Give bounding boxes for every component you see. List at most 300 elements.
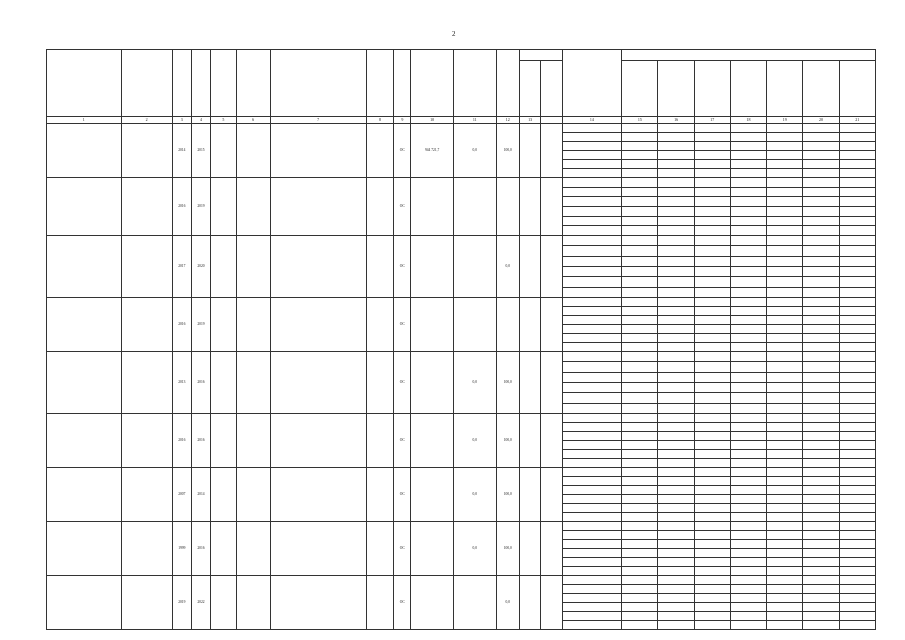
funding-amount-cell — [694, 566, 730, 575]
funding-amount-cell — [839, 557, 875, 566]
project-ownership-form: ОС — [394, 297, 411, 351]
funding-amount-cell — [839, 403, 875, 413]
funding-amount-cell — [839, 187, 875, 197]
funding-amount-cell — [622, 530, 658, 539]
funding-amount-cell — [694, 512, 730, 521]
funding-source-label — [562, 133, 622, 142]
column-number: 8 — [366, 117, 394, 124]
funding-amount-cell — [658, 539, 694, 548]
funding-amount-cell — [622, 324, 658, 333]
funding-amount-cell — [803, 494, 839, 503]
funding-amount-cell — [694, 216, 730, 226]
funding-source-label — [562, 169, 622, 178]
project-basis — [270, 467, 366, 521]
funding-amount-cell — [839, 539, 875, 548]
funding-amount-cell — [622, 197, 658, 207]
funding-source-label — [562, 382, 622, 392]
project-ownership-form: ОС — [394, 467, 411, 521]
project-basis — [270, 297, 366, 351]
funding-amount-cell — [694, 476, 730, 485]
funding-amount-cell — [803, 287, 839, 297]
funding-source-label — [562, 494, 622, 503]
funding-amount-cell — [767, 315, 803, 324]
funding-amount-cell — [622, 566, 658, 575]
funding-amount-cell — [622, 256, 658, 266]
funding-amount-cell — [839, 160, 875, 169]
funding-source-label — [562, 342, 622, 351]
funding-amount-cell — [767, 449, 803, 458]
funding-source-label — [562, 333, 622, 342]
funding-amount-cell — [658, 306, 694, 315]
funding-amount-cell — [730, 611, 766, 620]
funding-amount-cell — [767, 476, 803, 485]
funding-amount-cell — [767, 521, 803, 530]
funding-amount-cell — [658, 467, 694, 476]
funding-amount-cell — [767, 413, 803, 422]
funding-amount-cell — [730, 602, 766, 611]
funding-amount-cell — [694, 393, 730, 403]
funding-amount-cell — [803, 422, 839, 431]
project-remaining-cost: 0,0 — [453, 351, 496, 413]
funding-amount-cell — [730, 566, 766, 575]
funding-amount-cell — [622, 593, 658, 602]
funding-source-label — [562, 485, 622, 494]
funding-amount-cell — [658, 575, 694, 584]
funding-amount-cell — [730, 151, 766, 160]
funding-amount-cell — [622, 333, 658, 342]
funding-amount-cell — [767, 324, 803, 333]
funding-amount-cell — [622, 382, 658, 392]
funding-amount-cell — [767, 557, 803, 566]
funding-source-label — [562, 372, 622, 382]
funding-amount-cell — [803, 187, 839, 197]
funding-amount-cell — [803, 372, 839, 382]
funding-amount-cell — [694, 440, 730, 449]
funding-amount-cell — [767, 246, 803, 256]
funding-amount-cell — [767, 160, 803, 169]
project-basis — [270, 351, 366, 413]
project-start-year: 2016 — [172, 297, 191, 351]
funding-amount-cell — [839, 362, 875, 372]
header-name — [47, 50, 122, 117]
project-name — [47, 467, 122, 521]
project-ps — [211, 178, 237, 236]
funding-source-label — [562, 611, 622, 620]
funding-amount-cell — [839, 169, 875, 178]
project-capacity-km — [520, 467, 541, 521]
funding-amount-cell — [839, 440, 875, 449]
funding-amount-cell — [803, 333, 839, 342]
funding-amount-cell — [767, 440, 803, 449]
project-end-year: 2019 — [191, 297, 210, 351]
funding-amount-cell — [730, 503, 766, 512]
project-work-type — [366, 235, 394, 297]
funding-amount-cell — [730, 521, 766, 530]
funding-amount-cell — [803, 440, 839, 449]
funding-amount-cell — [803, 297, 839, 306]
project-readiness: 100,0 — [496, 413, 519, 467]
funding-amount-cell — [803, 382, 839, 392]
funding-amount-cell — [658, 178, 694, 188]
funding-amount-cell — [622, 372, 658, 382]
column-number: 10 — [411, 117, 454, 124]
funding-amount-cell — [767, 382, 803, 392]
project-ownership-form: ОС — [394, 575, 411, 629]
funding-amount-cell — [694, 297, 730, 306]
funding-amount-cell — [767, 467, 803, 476]
funding-amount-cell — [803, 246, 839, 256]
funding-amount-cell — [803, 620, 839, 629]
project-psd — [236, 124, 270, 178]
funding-amount-cell — [694, 277, 730, 287]
funding-amount-cell — [694, 548, 730, 557]
funding-amount-cell — [622, 393, 658, 403]
funding-amount-cell — [730, 449, 766, 458]
column-number: 12 — [496, 117, 519, 124]
project-readiness: 100,0 — [496, 467, 519, 521]
funding-amount-cell — [694, 226, 730, 236]
funding-amount-cell — [694, 256, 730, 266]
project-capacity-pm — [541, 178, 562, 236]
funding-amount-cell — [658, 160, 694, 169]
header-end-year — [191, 50, 210, 117]
funding-amount-cell — [803, 512, 839, 521]
header-readiness — [496, 50, 519, 117]
funding-source-label — [562, 575, 622, 584]
funding-amount-cell — [803, 277, 839, 287]
funding-source-label — [562, 548, 622, 557]
project-ps — [211, 467, 237, 521]
funding-source-label — [562, 235, 622, 245]
funding-amount-cell — [658, 440, 694, 449]
funding-amount-cell — [803, 256, 839, 266]
funding-amount-cell — [803, 575, 839, 584]
funding-amount-cell — [730, 382, 766, 392]
header-year-2014 — [622, 61, 658, 117]
funding-amount-cell — [694, 575, 730, 584]
project-ps — [211, 521, 237, 575]
project-psd — [236, 351, 270, 413]
funding-amount-cell — [694, 246, 730, 256]
funding-amount-cell — [658, 431, 694, 440]
funding-amount-cell — [658, 124, 694, 133]
funding-amount-cell — [803, 403, 839, 413]
project-name — [47, 235, 122, 297]
funding-amount-cell — [767, 333, 803, 342]
funding-amount-cell — [658, 485, 694, 494]
funding-amount-cell — [694, 485, 730, 494]
funding-amount-cell — [730, 393, 766, 403]
funding-amount-cell — [730, 333, 766, 342]
funding-amount-cell — [730, 494, 766, 503]
funding-amount-cell — [622, 216, 658, 226]
funding-amount-cell — [730, 197, 766, 207]
project-readiness: 100,0 — [496, 124, 519, 178]
project-customer — [121, 235, 172, 297]
funding-amount-cell — [803, 160, 839, 169]
project-start-year: 2013 — [172, 351, 191, 413]
funding-amount-cell — [658, 287, 694, 297]
project-capacity-km — [520, 297, 541, 351]
funding-source-label — [562, 287, 622, 297]
funding-amount-cell — [694, 351, 730, 361]
header-psd — [236, 50, 270, 117]
funding-amount-cell — [839, 246, 875, 256]
column-number: 5 — [211, 117, 237, 124]
funding-amount-cell — [839, 413, 875, 422]
funding-amount-cell — [730, 440, 766, 449]
funding-amount-cell — [839, 584, 875, 593]
table-row — [47, 467, 876, 476]
project-basis — [270, 413, 366, 467]
project-customer — [121, 124, 172, 178]
funding-amount-cell — [839, 548, 875, 557]
funding-amount-cell — [767, 372, 803, 382]
funding-amount-cell — [658, 372, 694, 382]
funding-amount-cell — [658, 277, 694, 287]
header-km — [520, 61, 541, 117]
funding-amount-cell — [730, 403, 766, 413]
project-name — [47, 521, 122, 575]
project-basis — [270, 178, 366, 236]
funding-amount-cell — [694, 494, 730, 503]
funding-source-label — [562, 178, 622, 188]
funding-amount-cell — [622, 246, 658, 256]
funding-source-label — [562, 512, 622, 521]
funding-amount-cell — [767, 206, 803, 216]
funding-source-label — [562, 197, 622, 207]
funding-amount-cell — [730, 372, 766, 382]
funding-amount-cell — [622, 206, 658, 216]
funding-amount-cell — [730, 315, 766, 324]
project-work-type — [366, 413, 394, 467]
funding-amount-cell — [730, 575, 766, 584]
project-work-type — [366, 521, 394, 575]
funding-amount-cell — [803, 151, 839, 160]
funding-amount-cell — [658, 351, 694, 361]
funding-amount-cell — [839, 530, 875, 539]
table-row — [47, 413, 876, 422]
funding-amount-cell — [730, 277, 766, 287]
project-start-year: 2016 — [172, 178, 191, 236]
funding-amount-cell — [803, 566, 839, 575]
project-name — [47, 124, 122, 178]
funding-amount-cell — [730, 485, 766, 494]
funding-source-label — [562, 297, 622, 306]
project-customer — [121, 413, 172, 467]
funding-amount-cell — [803, 362, 839, 372]
funding-amount-cell — [694, 306, 730, 315]
funding-amount-cell — [730, 431, 766, 440]
funding-amount-cell — [767, 266, 803, 276]
project-ownership-form: ОС — [394, 235, 411, 297]
funding-amount-cell — [767, 133, 803, 142]
funding-amount-cell — [803, 226, 839, 236]
project-start-year: 2007 — [172, 467, 191, 521]
funding-amount-cell — [694, 287, 730, 297]
funding-amount-cell — [803, 602, 839, 611]
column-number: 19 — [767, 117, 803, 124]
funding-amount-cell — [622, 277, 658, 287]
project-name — [47, 413, 122, 467]
project-customer — [121, 297, 172, 351]
funding-amount-cell — [767, 169, 803, 178]
project-readiness: 100,0 — [496, 521, 519, 575]
project-ps — [211, 235, 237, 297]
funding-amount-cell — [730, 266, 766, 276]
project-ownership-form: ОС — [394, 413, 411, 467]
funding-amount-cell — [839, 485, 875, 494]
project-name — [47, 178, 122, 236]
funding-amount-cell — [694, 584, 730, 593]
project-estimated-cost — [411, 297, 454, 351]
column-number: 2 — [121, 117, 172, 124]
funding-amount-cell — [622, 362, 658, 372]
funding-amount-cell — [767, 548, 803, 557]
funding-amount-cell — [730, 226, 766, 236]
funding-amount-cell — [767, 124, 803, 133]
project-capacity-km — [520, 575, 541, 629]
project-ownership-form: ОС — [394, 178, 411, 236]
header-remaining-cost — [453, 50, 496, 117]
funding-amount-cell — [694, 178, 730, 188]
funding-source-label — [562, 620, 622, 629]
project-readiness: 0,0 — [496, 235, 519, 297]
funding-source-label — [562, 476, 622, 485]
project-ownership-form: ОС — [394, 521, 411, 575]
funding-amount-cell — [767, 458, 803, 467]
funding-amount-cell — [803, 503, 839, 512]
funding-amount-cell — [694, 324, 730, 333]
funding-amount-cell — [839, 297, 875, 306]
funding-amount-cell — [622, 620, 658, 629]
funding-amount-cell — [839, 611, 875, 620]
header-year-2015 — [658, 61, 694, 117]
funding-source-label — [562, 256, 622, 266]
funding-amount-cell — [622, 403, 658, 413]
funding-amount-cell — [803, 593, 839, 602]
funding-amount-cell — [839, 206, 875, 216]
project-capacity-km — [520, 124, 541, 178]
funding-amount-cell — [767, 602, 803, 611]
column-number: 13 — [520, 117, 541, 124]
funding-amount-cell — [658, 235, 694, 245]
funding-amount-cell — [622, 297, 658, 306]
header-ps — [211, 50, 237, 117]
funding-amount-cell — [622, 187, 658, 197]
funding-amount-cell — [767, 620, 803, 629]
funding-amount-cell — [839, 494, 875, 503]
funding-amount-cell — [622, 235, 658, 245]
funding-source-label — [562, 160, 622, 169]
funding-amount-cell — [803, 178, 839, 188]
header-source — [562, 50, 622, 117]
funding-amount-cell — [767, 342, 803, 351]
funding-amount-cell — [622, 548, 658, 557]
funding-amount-cell — [839, 324, 875, 333]
project-work-type — [366, 351, 394, 413]
funding-source-label — [562, 530, 622, 539]
funding-amount-cell — [658, 246, 694, 256]
column-number: 6 — [236, 117, 270, 124]
funding-amount-cell — [839, 333, 875, 342]
project-work-type — [366, 178, 394, 236]
funding-source-label — [562, 521, 622, 530]
funding-source-label — [562, 557, 622, 566]
funding-amount-cell — [803, 521, 839, 530]
funding-source-label — [562, 602, 622, 611]
funding-source-label — [562, 449, 622, 458]
funding-source-label — [562, 413, 622, 422]
funding-amount-cell — [839, 178, 875, 188]
project-ps — [211, 297, 237, 351]
funding-amount-cell — [730, 216, 766, 226]
funding-amount-cell — [730, 620, 766, 629]
funding-amount-cell — [730, 342, 766, 351]
funding-amount-cell — [730, 467, 766, 476]
funding-amount-cell — [803, 485, 839, 494]
project-estimated-cost — [411, 467, 454, 521]
funding-amount-cell — [622, 151, 658, 160]
funding-amount-cell — [839, 342, 875, 351]
funding-source-label — [562, 584, 622, 593]
funding-amount-cell — [767, 297, 803, 306]
funding-amount-cell — [658, 403, 694, 413]
funding-amount-cell — [803, 235, 839, 245]
project-estimated-cost — [411, 178, 454, 236]
funding-amount-cell — [839, 575, 875, 584]
funding-amount-cell — [658, 503, 694, 512]
funding-amount-cell — [694, 197, 730, 207]
funding-amount-cell — [622, 306, 658, 315]
project-work-type — [366, 575, 394, 629]
funding-amount-cell — [803, 142, 839, 151]
project-capacity-pm — [541, 235, 562, 297]
funding-amount-cell — [694, 602, 730, 611]
funding-amount-cell — [658, 362, 694, 372]
funding-amount-cell — [694, 611, 730, 620]
header-work-type — [366, 50, 394, 117]
project-work-type — [366, 467, 394, 521]
funding-amount-cell — [803, 169, 839, 178]
funding-amount-cell — [803, 216, 839, 226]
column-number: 16 — [658, 117, 694, 124]
funding-amount-cell — [803, 197, 839, 207]
funding-amount-cell — [803, 476, 839, 485]
project-customer — [121, 521, 172, 575]
funding-amount-cell — [767, 142, 803, 151]
funding-amount-cell — [730, 235, 766, 245]
project-capacity-km — [520, 521, 541, 575]
funding-source-label — [562, 306, 622, 315]
funding-amount-cell — [767, 611, 803, 620]
table-body — [47, 117, 876, 630]
funding-amount-cell — [658, 297, 694, 306]
funding-source-label — [562, 206, 622, 216]
funding-amount-cell — [803, 351, 839, 361]
funding-amount-cell — [803, 206, 839, 216]
funding-amount-cell — [658, 476, 694, 485]
project-start-year: 2014 — [172, 124, 191, 178]
funding-source-label — [562, 458, 622, 467]
funding-amount-cell — [803, 584, 839, 593]
table-row — [47, 235, 876, 245]
funding-amount-cell — [622, 521, 658, 530]
funding-amount-cell — [839, 393, 875, 403]
project-capacity-km — [520, 351, 541, 413]
funding-amount-cell — [658, 602, 694, 611]
funding-amount-cell — [694, 160, 730, 169]
